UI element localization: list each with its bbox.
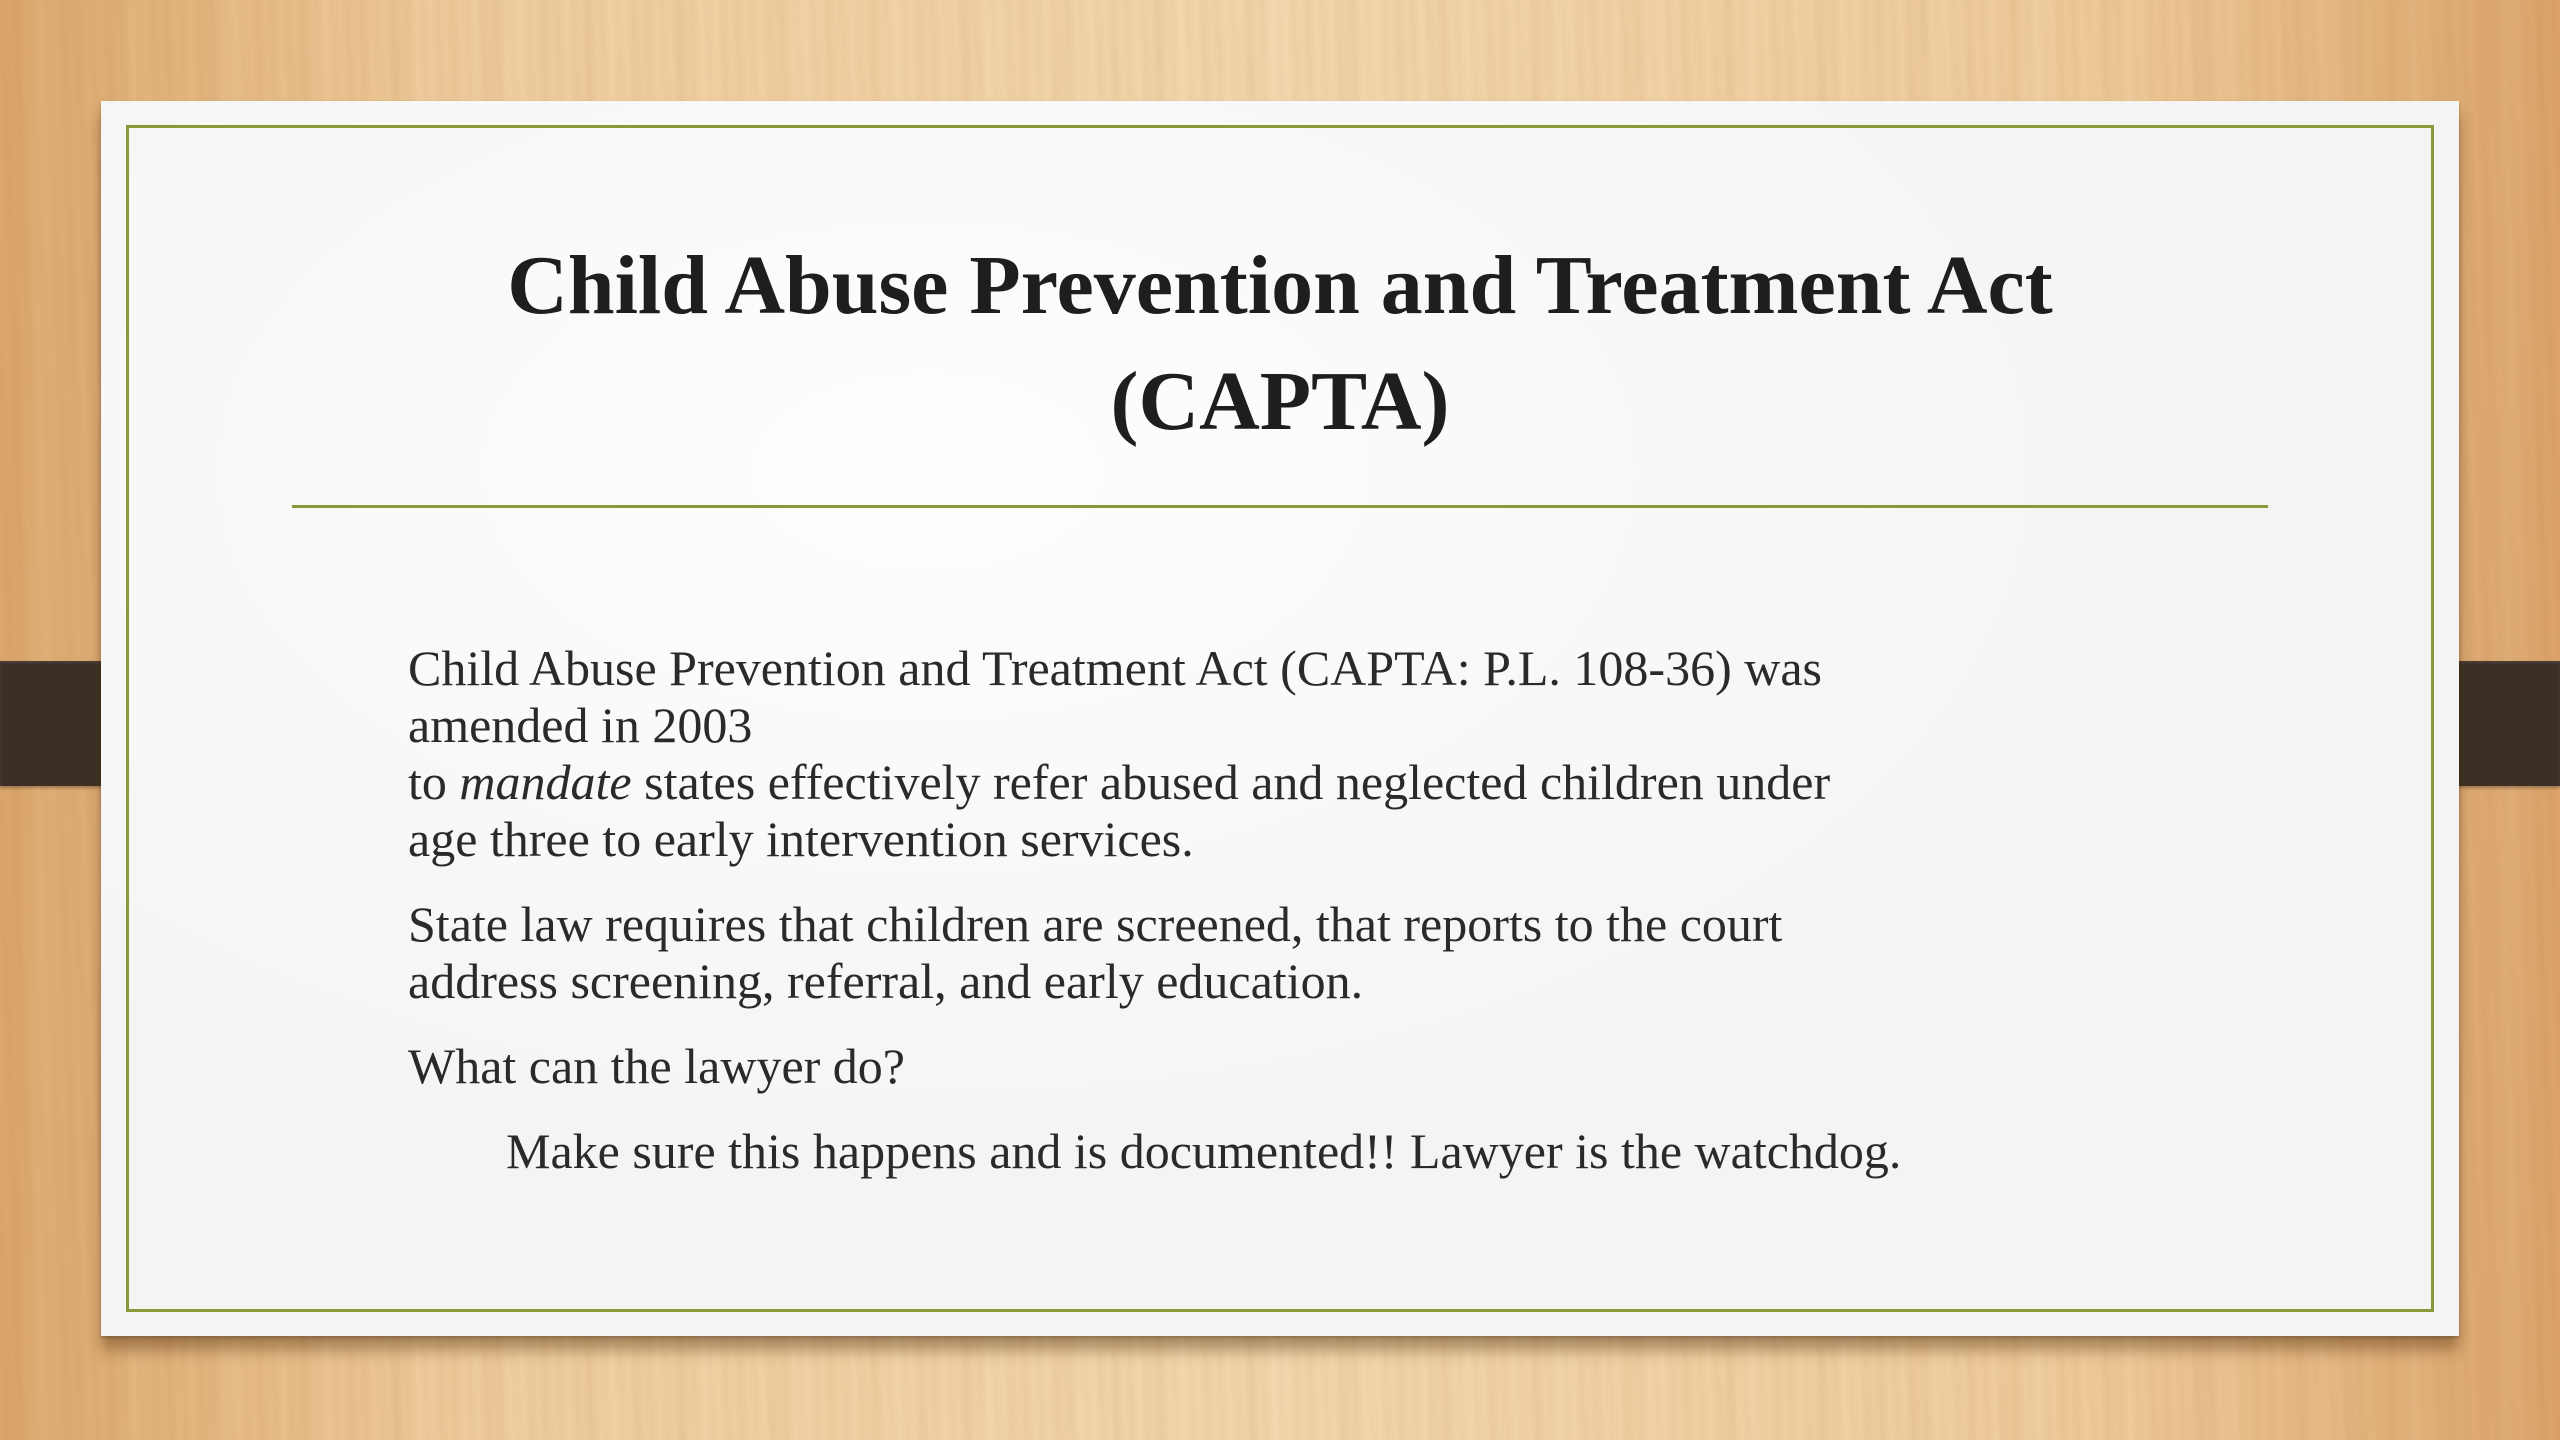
slide-title (190, 228, 2370, 460)
title-line-2: (CAPTA) (1110, 355, 1450, 448)
text-line: age three to early intervention services. (408, 811, 1194, 867)
text-line: State law requires that children are screened, that reports to the court (408, 896, 1783, 952)
title-line-1: Child Abuse Prevention and Treatment Act (507, 239, 2053, 332)
paragraph-lawyer-answer (408, 1123, 2148, 1180)
paragraph-capta-amendment (408, 640, 2148, 868)
text-line: Child Abuse Prevention and Treatment Act (CAPTA: P.L. 108-36) was (408, 640, 1822, 696)
text-line: What can the lawyer do? (408, 1038, 905, 1094)
text-line-mandate (408, 754, 2148, 811)
paragraph-lawyer-question (408, 1038, 2148, 1095)
text-fragment: states effectively refer abused and neglected children under (631, 754, 1831, 810)
text-line: amended in 2003 (408, 697, 753, 753)
slide-body (408, 640, 2148, 1180)
title-divider (292, 505, 2268, 508)
paragraph-state-law (408, 896, 2148, 1010)
emphasis-mandate: mandate (459, 754, 632, 810)
text-fragment: to (408, 754, 460, 810)
text-line: address screening, referral, and early education. (408, 953, 1364, 1009)
text-line: Make sure this happens and is documented!! Lawyer is the watchdog. (506, 1123, 1902, 1179)
